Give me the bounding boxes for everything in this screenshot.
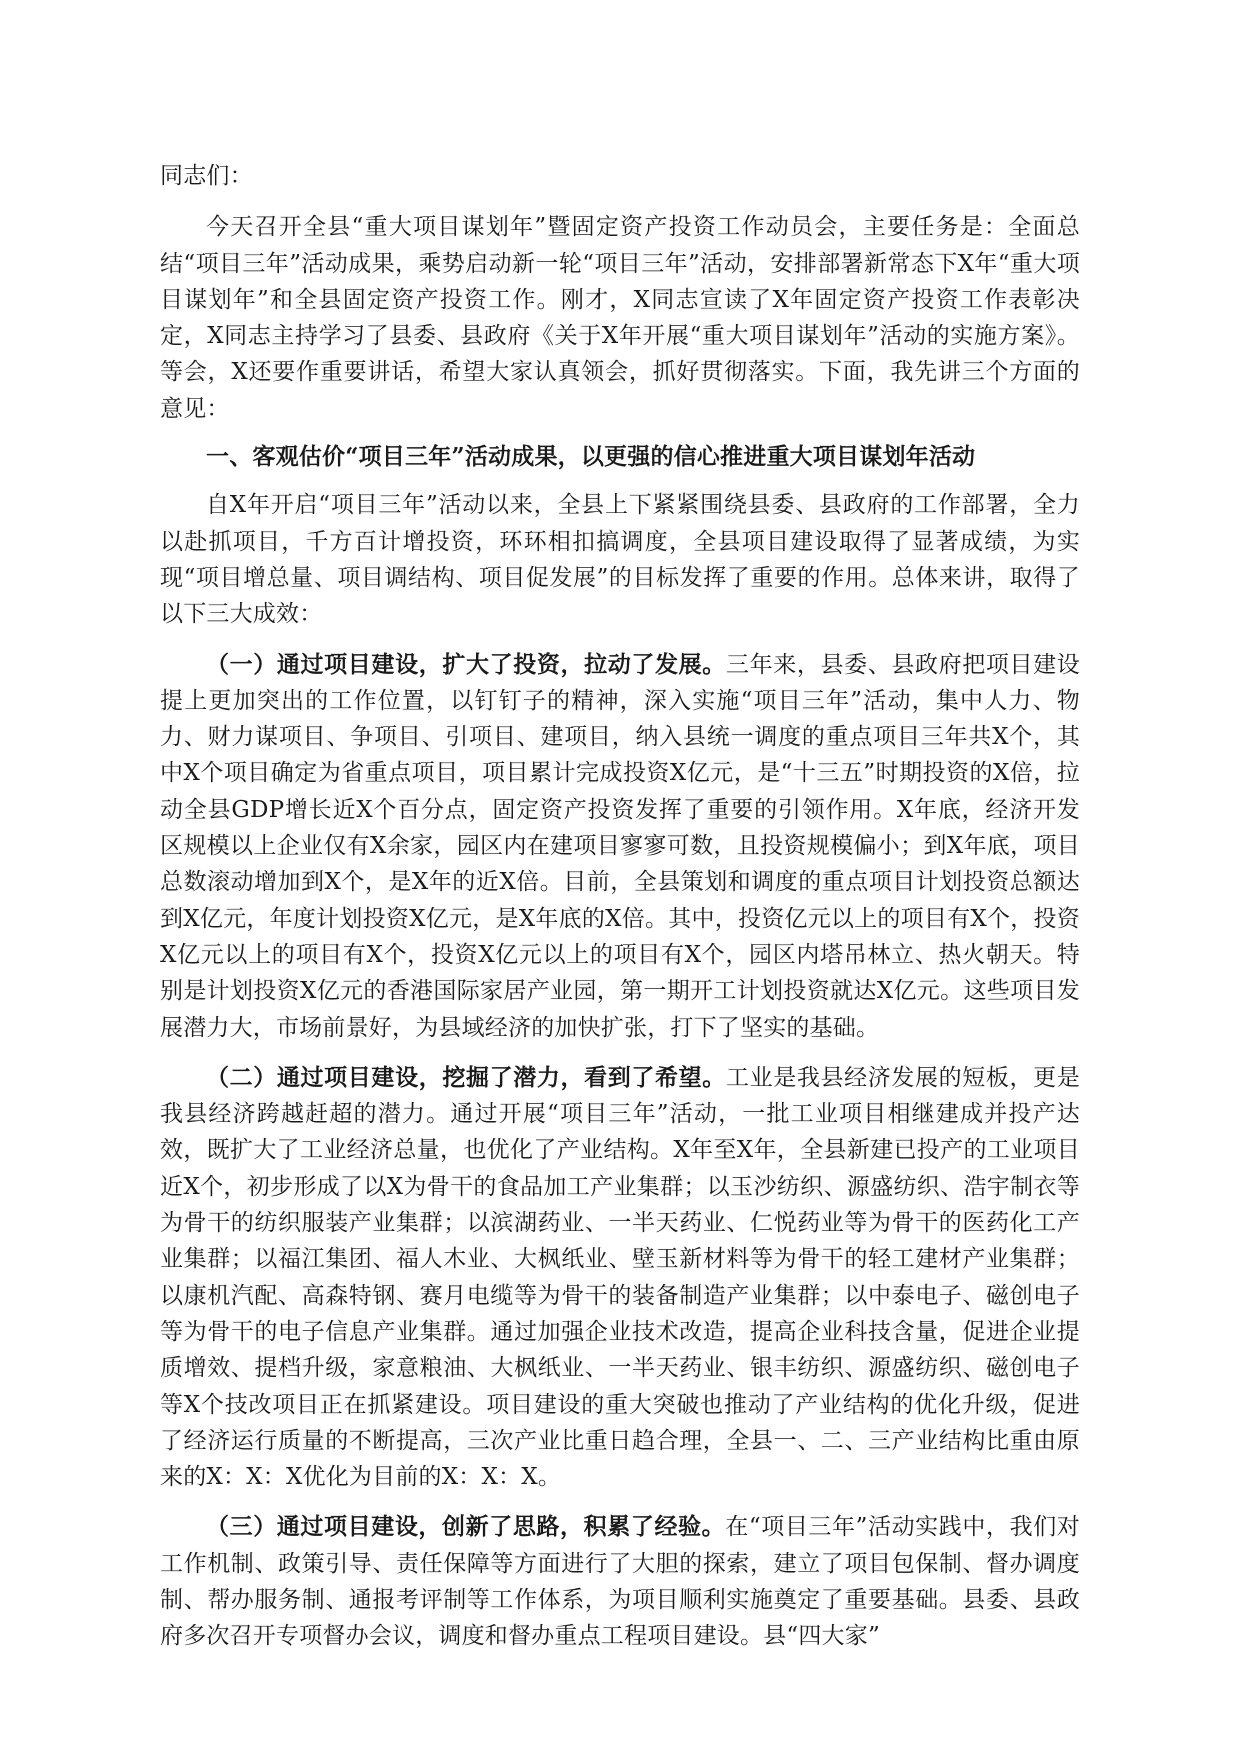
achievement-paragraph-3 [160, 1509, 1080, 1654]
achievement-3-body: 在“项目三年”活动实践中，我们对工作机制、政策引导、责任保障等方面进行了大胆的探索，建立了项目包保制、督办调度制、帮办服务制、通报考评制等工作体系，为项目顺利实施奠定了重要基础。县委、县政府多次召开专项督办会议，调度和督办重点工程项目建设。县“四大家” [160, 1514, 1080, 1650]
salutation: 同志们： [160, 163, 253, 189]
section-heading-1: 一、客观估价“项目三年”活动成果，以更强的信心推进重大项目谋划年活动 [206, 443, 976, 471]
achievement-3-lead: （三）通过项目建设，创新了思路，积累了经验。 [206, 1513, 726, 1541]
achievement-2-lead: （二）通过项目建设，挖掘了潜力，看到了希望。 [206, 1063, 726, 1091]
achievement-paragraph-1 [160, 647, 1080, 1046]
achievement-1-body: 三年来，县委、县政府把项目建设提上更加突出的工作位置，以钉钉子的精神，深入实施“项目三年”活动，集中人力、物力、财力谋项目、争项目、引项目、建项目，纳入县统一调度的重点项目三年共X个，其中X个项目确定为省重点项目，项目累计完成投资X亿元，是“十三五”时期投资的X倍，拉动全县GDP增长近X个百分点，固定资产投资发挥了重要的引领作用。X年底，经济开发区规模以上企业仅有X余家，园区内在建项目寥寥可数，且投资规模偏小；到X年底，项目总数滚动增加到X个，是X年的近X倍。目前，全县策划和调度的重点项目计划投资总额达到X亿元，年度计划投资X亿元，是X年底的X倍。其中，投资亿元以上的项目有X个，投资X亿元以上的项目有X个，投资X亿元以上的项目有X个，园区内塔吊林立、热火朝天。特别是计划投资X亿元的香港国际家居产业园，第一期开工计划投资就达X亿元。这些项目发展潜力大，市场前景好，为县域经济的加快扩张，打下了坚实的基础。 [160, 651, 1081, 1041]
achievement-1-lead: （一）通过项目建设，扩大了投资，拉动了发展。 [206, 650, 726, 678]
intro-paragraph: 今天召开全县“重大项目谋划年”暨固定资产投资工作动员会，主要任务是：全面总结“项目三年”活动成果，乘势启动新一轮“项目三年”活动，安排部署新常态下X年“重大项目谋划年”和全县固定资产投资工作。刚才，X同志宣读了X年固定资产投资工作表彰决定，X同志主持学习了县委、县政府《关于X年开展“重大项目谋划年”活动的实施方案》。等会，X还要作重要讲话，希望大家认真领会，抓好贯彻落实。下面，我先讲三个方面的意见： [160, 214, 1080, 422]
achievement-2-body: 工业是我县经济发展的短板，更是我县经济跨越赶超的潜力。通过开展“项目三年”活动，一批工业项目相继建成并投产达效，既扩大了工业经济总量，也优化了产业结构。X年至X年，全县新建已投产的工业项目近X个，初步形成了以X为骨干的食品加工产业集群；以玉沙纺织、源盛纺织、浩宇制衣等为骨干的纺织服装产业集群；以滨湖药业、一半天药业、仁悦药业等为骨干的医药化工产业集群；以福江集团、福人木业、大枫纸业、壁玉新材料等为骨干的轻工建材产业集群；以康机汽配、高森特钢、赛月电缆等为骨干的装备制造产业集群；以中泰电子、磁创电子等为骨干的电子信息产业集群。通过加强企业技术改造，提高企业科技含量，促进企业提质增效、提档升级，家意粮油、大枫纸业、一半天药业、银丰纺织、源盛纺织、磁创电子等X个技改项目正在抓紧建设。项目建设的重大突破也推动了产业结构的优化升级，促进了经济运行质量的不断提高，三次产业比重日趋合理，全县一、二、三产业结构比重由原来的X：X：X优化为目前的X：X：X。 [160, 1064, 1081, 1491]
document-body [160, 158, 1080, 1655]
achievement-paragraph-2 [160, 1060, 1080, 1496]
section-1-intro-paragraph: 自X年开启“项目三年”活动以来，全县上下紧紧围绕县委、县政府的工作部署，全力以赴抓项目，千方百计增投资，环环相扣搞调度，全县项目建设取得了显著成绩，为实现“项目增总量、项目调结构、项目促发展”的目标发挥了重要的作用。总体来讲，取得了以下三大成效： [160, 492, 1080, 628]
